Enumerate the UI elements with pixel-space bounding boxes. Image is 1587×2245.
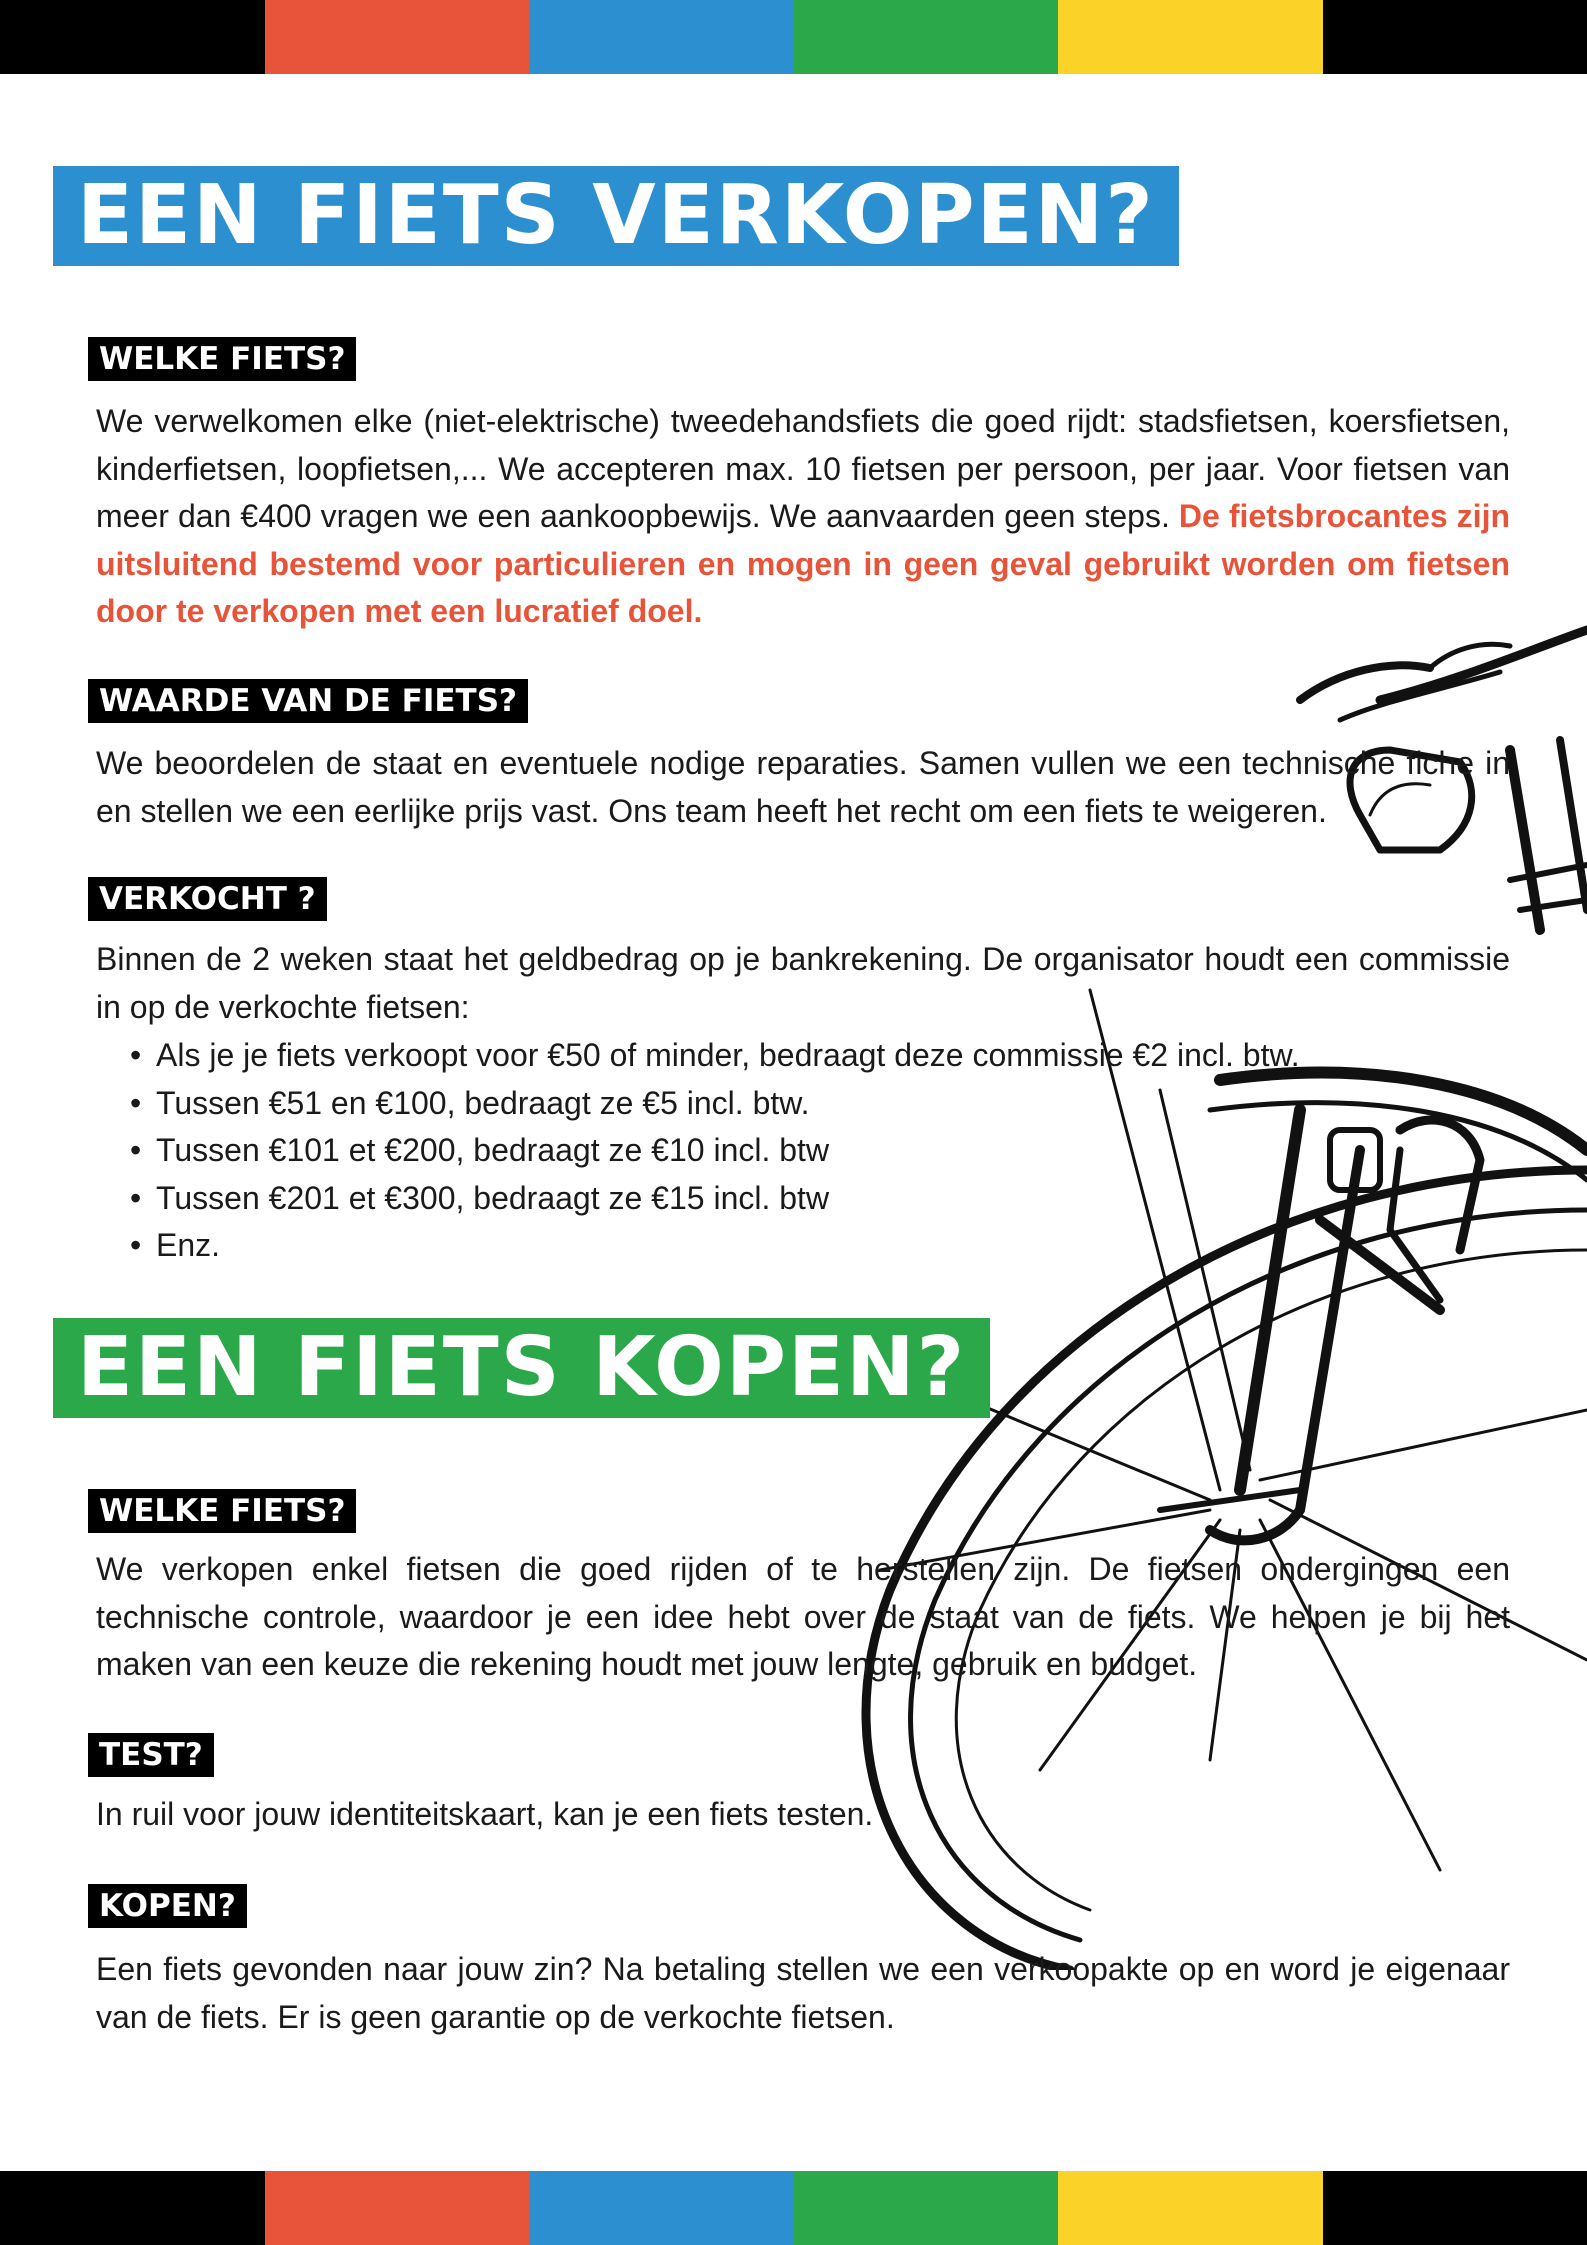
stripe-segment-green xyxy=(794,2171,1059,2245)
stripe-segment-red xyxy=(265,0,530,74)
bike-value-heading: WAARDE VAN DE FIETS? xyxy=(88,679,528,723)
sell-which-bike-heading: WELKE FIETS? xyxy=(88,337,356,381)
top-color-stripe xyxy=(0,0,1587,74)
stripe-segment-red xyxy=(265,2171,530,2245)
commission-list xyxy=(130,1032,1330,1270)
stripe-segment-yellow xyxy=(1058,2171,1323,2245)
test-heading: TEST? xyxy=(88,1733,214,1777)
sold-text: Binnen de 2 weken staat het geldbedrag op je bankrekening. De organisator houdt een commissie in op de verkochte fietsen: xyxy=(96,941,1510,1025)
commission-item: • Enz. xyxy=(130,1222,1330,1270)
commission-item: • Tussen €201 et €300, bedraagt ze €15 incl. btw xyxy=(130,1175,1330,1223)
stripe-segment-green xyxy=(794,0,1059,74)
purchase-text: Een fiets gevonden naar jouw zin? Na betaling stellen we een verkoopakte op en word je eigenaar van de fiets. Er is geen garantie op de verkochte fietsen. xyxy=(96,1951,1510,2035)
stripe-segment-black xyxy=(1323,2171,1587,2245)
stripe-segment-black xyxy=(1323,0,1587,74)
sell-section-title: EEN FIETS VERKOPEN? xyxy=(53,166,1179,266)
purchase-heading: KOPEN? xyxy=(88,1884,247,1928)
stripe-segment-blue xyxy=(529,2171,794,2245)
stripe-segment-black xyxy=(0,2171,265,2245)
sold-heading: VERKOCHT ? xyxy=(88,877,327,921)
private-use-warning: De fietsbrocantes zijn uitsluitend bestemd voor particulieren en mogen in geen geval gebruikt worden om fietsen door te verkopen met een lucratief doel. xyxy=(96,498,1511,629)
buy-which-bike-text: We verkopen enkel fietsen die goed rijden of te herstellen zijn. De fietsen ondergingen een technische controle, waardoor je een idee hebt over de staat van de fiets. We helpen je bij het maken van een keuze die rekening houdt met jouw lengte, gebruik en budget. xyxy=(96,1551,1510,1682)
sell-which-bike-text xyxy=(96,398,1510,636)
stripe-segment-black xyxy=(0,0,265,74)
buy-section-title: EEN FIETS KOPEN? xyxy=(53,1318,990,1418)
commission-item: • Als je je fiets verkoopt voor €50 of minder, bedraagt deze commissie €2 incl. btw. xyxy=(130,1032,1330,1080)
commission-item: • Tussen €51 en €100, bedraagt ze €5 incl. btw. xyxy=(130,1080,1330,1128)
test-text: In ruil voor jouw identiteitskaart, kan je een fiets testen. xyxy=(96,1796,874,1832)
bottom-color-stripe xyxy=(0,2171,1587,2245)
stripe-segment-yellow xyxy=(1058,0,1323,74)
buy-which-bike-heading: WELKE FIETS? xyxy=(88,1489,356,1533)
commission-item: • Tussen €101 et €200, bedraagt ze €10 incl. btw xyxy=(130,1127,1330,1175)
sell-which-bike-body: We verwelkomen elke (niet-elektrische) tweedehandsfiets die goed rijdt: stadsfietsen, koersfietsen, kinderfietsen, loopfietsen,... We accepteren max. 10 fietsen per persoon, per jaar. Voor fietsen van meer dan €400 vragen we een aankoopbewijs. We aanvaarden geen steps. xyxy=(96,403,1510,534)
stripe-segment-blue xyxy=(529,0,794,74)
bike-value-text: We beoordelen de staat en eventuele nodige reparaties. Samen vullen we een technische fiche in en stellen we een eerlijke prijs vast. Ons team heeft het recht om een fiets te weigeren. xyxy=(96,745,1510,829)
